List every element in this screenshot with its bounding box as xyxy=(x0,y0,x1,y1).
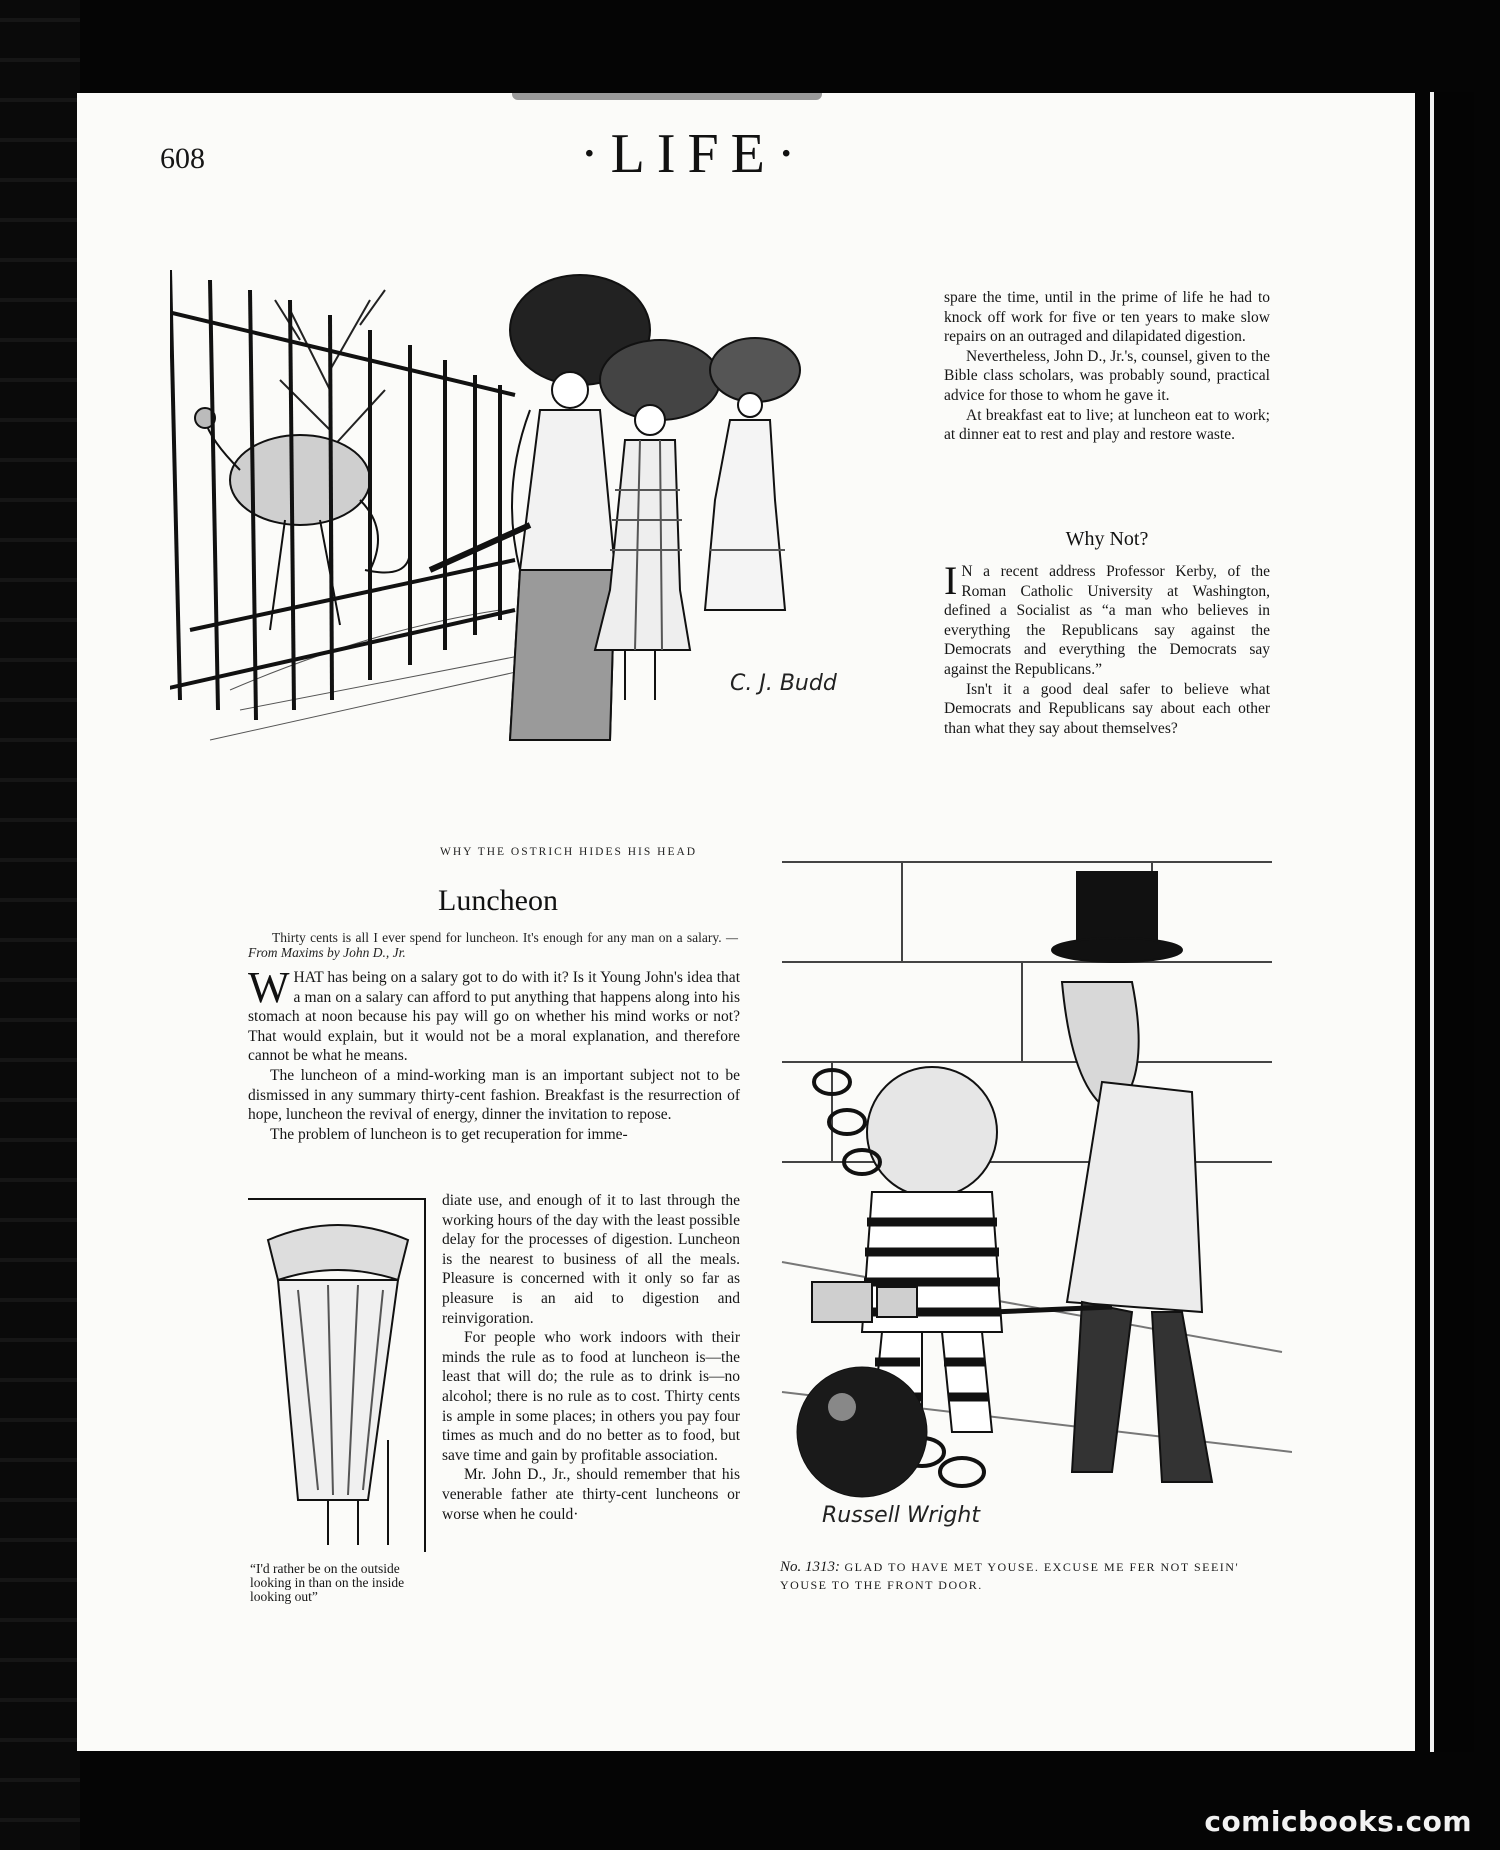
prisoner-caption-number: No. 1313: xyxy=(780,1559,840,1575)
right-column-continuation xyxy=(944,288,1270,445)
page-number: 608 xyxy=(160,142,205,175)
luncheon-epigraph xyxy=(248,930,738,960)
continuation-paragraph-3: At breakfast eat to live; at luncheon eat to work; at dinner eat to rest and play and restore waste. xyxy=(944,406,1270,444)
luncheon-body-upper xyxy=(248,963,740,1144)
why-not-drop-cap: I xyxy=(944,558,958,603)
scan-left-edge xyxy=(0,0,80,1850)
continuation-paragraph-2: Nevertheless, John D., Jr.'s, counsel, given to the Bible class scholars, was probably sound, practical advice for those to whom he gave it. xyxy=(944,347,1270,404)
ostrich-signature: C. J. Budd xyxy=(730,671,837,696)
luncheon-drop-cap: W xyxy=(248,963,290,1012)
luncheon-body-lower xyxy=(442,1191,740,1524)
facing-page-edge xyxy=(1430,92,1474,1752)
epigraph-text: Thirty cents is all I ever spend for luncheon. It's enough for any man on a salary. xyxy=(272,930,722,945)
luncheon-paragraph-5: Mr. John D., Jr., should remember that his venerable father ate thirty-cent luncheons or worse when he could· xyxy=(442,1466,740,1523)
luncheon-paragraph-4: For people who work indoors with their minds the rule as to food at luncheon is—the least that will do; the rule as to drink is—no alcohol; there is no rule as to cost. Thirty cents is ample in some places; in others you pay four times as much and do no better as to food, but save time and gain by profitable association. xyxy=(442,1329,740,1464)
ostrich-cartoon-illustration xyxy=(170,270,930,840)
page-tab-mark xyxy=(512,93,822,100)
luncheon-paragraph-1: HAT has being on a salary got to do with it? Is it Young John's idea that a man on a salary can afford to put anything that happens along into his stomach at noon because his pay will go on whether his mind works or not? That would explain, but it would not be a moral explanation, and therefore cannot be what he means. xyxy=(248,969,740,1065)
watermark-text: comicbooks.com xyxy=(1204,1805,1472,1838)
why-not-paragraph-1: N a recent address Professor Kerby, of the Roman Catholic University at Washington, defined a Socialist as “a man who believes in everything the Republicans say against the Democrats and everything the Democrats say against the Republicans.” xyxy=(944,563,1270,678)
luncheon-paragraph-3-start: The problem of luncheon is to get recuperation for imme- xyxy=(270,1125,628,1143)
luncheon-paragraph-2: The luncheon of a mind-working man is an important subject not to be dismissed in any summary thirty-cent fashion. Breakfast is the resurrection of hope, luncheon the revival of energy, dinner the invitation to repose. xyxy=(248,1066,740,1124)
prisoner-caption-text: GLAD TO HAVE MET YOUSE. EXCUSE ME FER NOT SEEIN' YOUSE TO THE FRONT DOOR. xyxy=(780,1560,1240,1592)
prisoner-signature: Russell Wright xyxy=(822,1503,980,1528)
corset-illustration xyxy=(248,1198,426,1552)
masthead-title: ·LIFE· xyxy=(580,123,808,185)
luncheon-heading: Luncheon xyxy=(438,884,558,917)
why-not-paragraph-2: Isn't it a good deal safer to believe what Democrats and Republicans say about each other than what they say about themselves? xyxy=(944,680,1270,737)
prisoner-cartoon-illustration xyxy=(772,832,1292,1542)
luncheon-paragraph-3-rest: diate use, and enough of it to last through the working hours of the day with the least possible delay for the processes of digestion. Luncheon is the nearest to business of all the meals. Pleasure is concerned with it only so far as pleasure is an aid to digestion and reinvigoration. xyxy=(442,1192,740,1327)
ostrich-caption: WHY THE OSTRICH HIDES HIS HEAD xyxy=(440,846,698,858)
why-not-article xyxy=(944,558,1270,738)
why-not-heading: Why Not? xyxy=(1065,528,1149,550)
corset-caption: “I'd rather be on the outside looking in than on the inside looking out” xyxy=(250,1561,405,1604)
prisoner-caption xyxy=(780,1558,1280,1594)
epigraph-source: —From Maxims by John D., Jr. xyxy=(248,930,738,960)
continuation-paragraph-1: spare the time, until in the prime of life he had to knock off work for five or ten years to make slow repairs on an outraged and dilapidated digestion. xyxy=(944,289,1270,346)
